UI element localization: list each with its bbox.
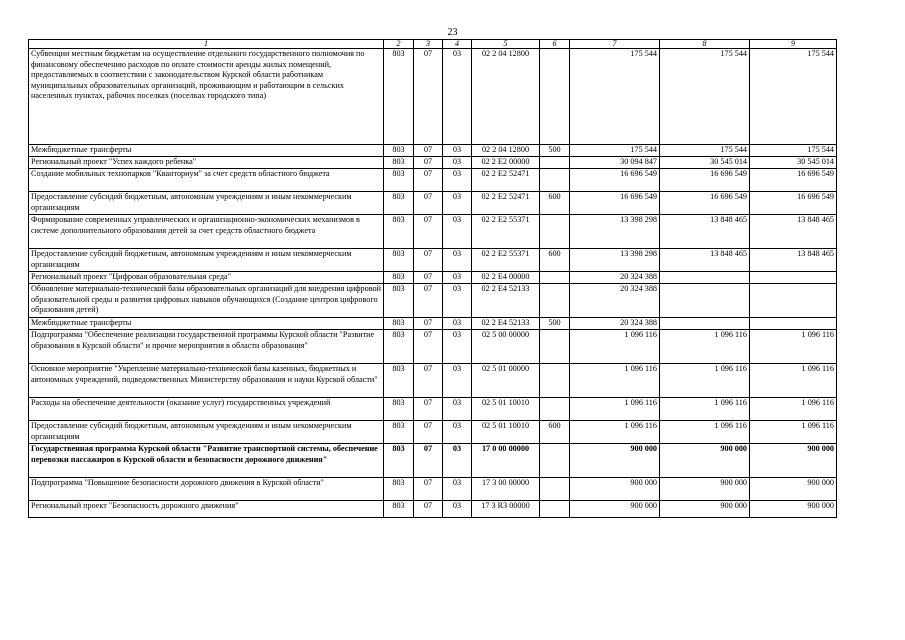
cell-csr: 02 2 E4 52133 [472,284,540,318]
cell-pr: 03 [443,478,472,501]
table-row [29,249,837,272]
cell-vr [540,501,570,518]
cell-rz: 07 [414,169,443,192]
cell-name: Межбюджетные трансферты [29,318,384,330]
cell-v2 [660,318,750,330]
cell-vr [540,169,570,192]
cell-v2: 900 000 [660,444,750,478]
cell-vr: 600 [540,192,570,215]
table-row [29,478,837,501]
cell-vr: 500 [540,145,570,157]
cell-csr: 02 2 E4 52133 [472,318,540,330]
cell-v3: 16 696 549 [750,169,837,192]
table-row [29,501,837,518]
cell-vr [540,444,570,478]
cell-v3: 30 545 014 [750,157,837,169]
cell-gr: 803 [384,272,414,284]
cell-csr: 02 2 E2 52471 [472,192,540,215]
column-header: 4 [443,40,472,49]
cell-name: Предоставление субсидий бюджетным, автономным учреждениям и иным некоммерческим организациям [29,192,384,215]
cell-v3: 16 696 549 [750,192,837,215]
table-row [29,192,837,215]
cell-v3: 175 544 [750,49,837,145]
cell-v2: 16 696 549 [660,169,750,192]
cell-v1: 175 544 [570,49,660,145]
cell-rz: 07 [414,272,443,284]
cell-vr [540,398,570,421]
cell-rz: 07 [414,145,443,157]
cell-v1: 16 696 549 [570,169,660,192]
cell-rz: 07 [414,421,443,444]
cell-v2: 1 096 116 [660,330,750,364]
cell-pr: 03 [443,169,472,192]
page-number: 23 [447,27,458,38]
cell-v3: 1 096 116 [750,364,837,398]
cell-gr: 803 [384,318,414,330]
cell-rz: 07 [414,501,443,518]
cell-csr: 02 5 01 10010 [472,421,540,444]
cell-rz: 07 [414,364,443,398]
cell-pr: 03 [443,192,472,215]
cell-v2: 1 096 116 [660,364,750,398]
cell-v2: 175 544 [660,49,750,145]
column-header: 6 [540,40,570,49]
cell-v3: 900 000 [750,444,837,478]
cell-vr: 600 [540,249,570,272]
cell-rz: 07 [414,330,443,364]
column-header: 2 [384,40,414,49]
cell-pr: 03 [443,284,472,318]
cell-gr: 803 [384,330,414,364]
cell-rz: 07 [414,192,443,215]
cell-pr: 03 [443,330,472,364]
cell-gr: 803 [384,444,414,478]
cell-csr: 02 2 E4 00000 [472,272,540,284]
cell-csr: 02 5 00 00000 [472,330,540,364]
table-row [29,145,837,157]
cell-v1: 20 324 388 [570,318,660,330]
cell-csr: 02 2 04 12800 [472,145,540,157]
cell-v3: 13 848 465 [750,249,837,272]
cell-v2: 13 848 465 [660,249,750,272]
cell-v2: 900 000 [660,478,750,501]
cell-pr: 03 [443,249,472,272]
cell-v2 [660,284,750,318]
cell-name: Региональный проект "Успех каждого ребенка" [29,157,384,169]
table-row [29,169,837,192]
cell-name: Предоставление субсидий бюджетным, автономным учреждениям и иным некоммерческим организациям [29,421,384,444]
column-header: 9 [750,40,837,49]
cell-rz: 07 [414,157,443,169]
cell-v1: 20 324 388 [570,272,660,284]
cell-gr: 803 [384,249,414,272]
cell-v2: 16 696 549 [660,192,750,215]
cell-pr: 03 [443,272,472,284]
cell-gr: 803 [384,169,414,192]
cell-pr: 03 [443,398,472,421]
cell-rz: 07 [414,398,443,421]
table-row [29,318,837,330]
cell-v1: 900 000 [570,501,660,518]
cell-gr: 803 [384,49,414,145]
cell-v2: 900 000 [660,501,750,518]
cell-v2 [660,272,750,284]
table-row [29,330,837,364]
cell-v3: 13 848 465 [750,215,837,249]
cell-vr [540,478,570,501]
cell-gr: 803 [384,215,414,249]
cell-pr: 03 [443,215,472,249]
cell-name: Региональный проект "Безопасность дорожного движения" [29,501,384,518]
cell-v3: 900 000 [750,501,837,518]
cell-name: Государственная программа Курской области "Развитие транспортной системы, обеспечение перевозки пассажиров в Курской области и безопасности дорожного движения" [29,444,384,478]
cell-vr [540,49,570,145]
cell-v2: 30 545 014 [660,157,750,169]
cell-name: Региональный проект "Цифровая образовательная среда" [29,272,384,284]
cell-csr: 02 2 E2 52471 [472,169,540,192]
cell-pr: 03 [443,318,472,330]
cell-vr [540,215,570,249]
cell-v1: 1 096 116 [570,398,660,421]
cell-csr: 17 3 R3 00000 [472,501,540,518]
cell-v3: 900 000 [750,478,837,501]
cell-csr: 02 5 01 10010 [472,398,540,421]
cell-v1: 20 324 388 [570,284,660,318]
cell-csr: 02 2 E2 55371 [472,249,540,272]
column-header: 8 [660,40,750,49]
cell-v1: 13 398 298 [570,215,660,249]
cell-rz: 07 [414,478,443,501]
column-header: 3 [414,40,443,49]
cell-name: Создание мобильных технопарков "Кванториум" за счет средств областного бюджета [29,169,384,192]
cell-name: Межбюджетные трансферты [29,145,384,157]
column-header: 5 [472,40,540,49]
cell-v1: 900 000 [570,444,660,478]
cell-vr [540,364,570,398]
cell-v2: 175 544 [660,145,750,157]
cell-csr: 02 2 E2 55371 [472,215,540,249]
cell-name: Субвенции местным бюджетам на осуществление отдельного государственного полномочия по финансовому обеспечению расходов по оплате стоимости аренды жилых помещений, предоставляемых в соответствии с законодательством Курской области работникам муниципальных образовательных организаций, проживающим и работающим в сельских населенных пунктах, рабочих поселках (поселках городского типа) [29,49,384,145]
cell-csr: 02 5 01 00000 [472,364,540,398]
table-row [29,49,837,145]
cell-v2: 1 096 116 [660,421,750,444]
cell-gr: 803 [384,501,414,518]
cell-v1: 1 096 116 [570,364,660,398]
cell-pr: 03 [443,444,472,478]
cell-name: Основное мероприятие "Укрепление материально-технической базы казенных, бюджетных и автономных учреждений, подведомственных Министерству образования и науки Курской области" [29,364,384,398]
cell-v1: 1 096 116 [570,330,660,364]
cell-rz: 07 [414,284,443,318]
cell-v3: 1 096 116 [750,398,837,421]
cell-gr: 803 [384,157,414,169]
cell-vr [540,157,570,169]
cell-pr: 03 [443,364,472,398]
table-row [29,421,837,444]
cell-v1: 900 000 [570,478,660,501]
table-row [29,444,837,478]
budget-table [28,39,837,518]
cell-v1: 30 094 847 [570,157,660,169]
cell-gr: 803 [384,284,414,318]
cell-rz: 07 [414,444,443,478]
cell-gr: 803 [384,421,414,444]
column-header: 1 [29,40,384,49]
cell-name: Предоставление субсидий бюджетным, автономным учреждениям и иным некоммерческим организациям [29,249,384,272]
cell-name: Формирование современных управленческих и организационно-экономических механизмов в системе дополнительного образования детей за счет средств областного бюджета [29,215,384,249]
cell-pr: 03 [443,501,472,518]
cell-rz: 07 [414,318,443,330]
table-row [29,272,837,284]
cell-vr: 500 [540,318,570,330]
cell-v1: 13 398 298 [570,249,660,272]
cell-pr: 03 [443,421,472,444]
cell-v3: 1 096 116 [750,330,837,364]
cell-pr: 03 [443,49,472,145]
cell-v2: 1 096 116 [660,398,750,421]
cell-gr: 803 [384,192,414,215]
cell-v3 [750,284,837,318]
cell-name: Подпрограмма "Повышение безопасности дорожного движения в Курской области" [29,478,384,501]
cell-csr: 02 2 04 12800 [472,49,540,145]
cell-vr [540,272,570,284]
cell-vr: 600 [540,421,570,444]
cell-v3: 1 096 116 [750,421,837,444]
cell-vr [540,330,570,364]
cell-v3 [750,272,837,284]
table-row [29,157,837,169]
cell-v1: 1 096 116 [570,421,660,444]
table-row [29,398,837,421]
cell-v2: 13 848 465 [660,215,750,249]
cell-v3 [750,318,837,330]
cell-rz: 07 [414,215,443,249]
cell-gr: 803 [384,398,414,421]
table-row [29,364,837,398]
header-row [29,40,837,49]
cell-gr: 803 [384,478,414,501]
cell-csr: 02 2 E2 00000 [472,157,540,169]
cell-name: Подпрограмма "Обеспечение реализации государственной программы Курской области "Развитие образования в Курской области" и прочие мероприятия в области образования" [29,330,384,364]
cell-name: Расходы на обеспечение деятельности (оказание услуг) государственных учреждений [29,398,384,421]
cell-v3: 175 544 [750,145,837,157]
cell-v1: 175 544 [570,145,660,157]
cell-pr: 03 [443,157,472,169]
cell-v1: 16 696 549 [570,192,660,215]
cell-csr: 17 0 00 00000 [472,444,540,478]
cell-gr: 803 [384,145,414,157]
cell-vr [540,284,570,318]
table-row [29,215,837,249]
table-row [29,284,837,318]
column-header: 7 [570,40,660,49]
cell-rz: 07 [414,249,443,272]
cell-rz: 07 [414,49,443,145]
cell-name: Обновление материально-технической базы образовательных организаций для внедрения цифровой образовательной среды и развития цифровых навыков обучающихся (Создание центров цифрового образования детей) [29,284,384,318]
cell-csr: 17 3 00 00000 [472,478,540,501]
cell-pr: 03 [443,145,472,157]
cell-gr: 803 [384,364,414,398]
